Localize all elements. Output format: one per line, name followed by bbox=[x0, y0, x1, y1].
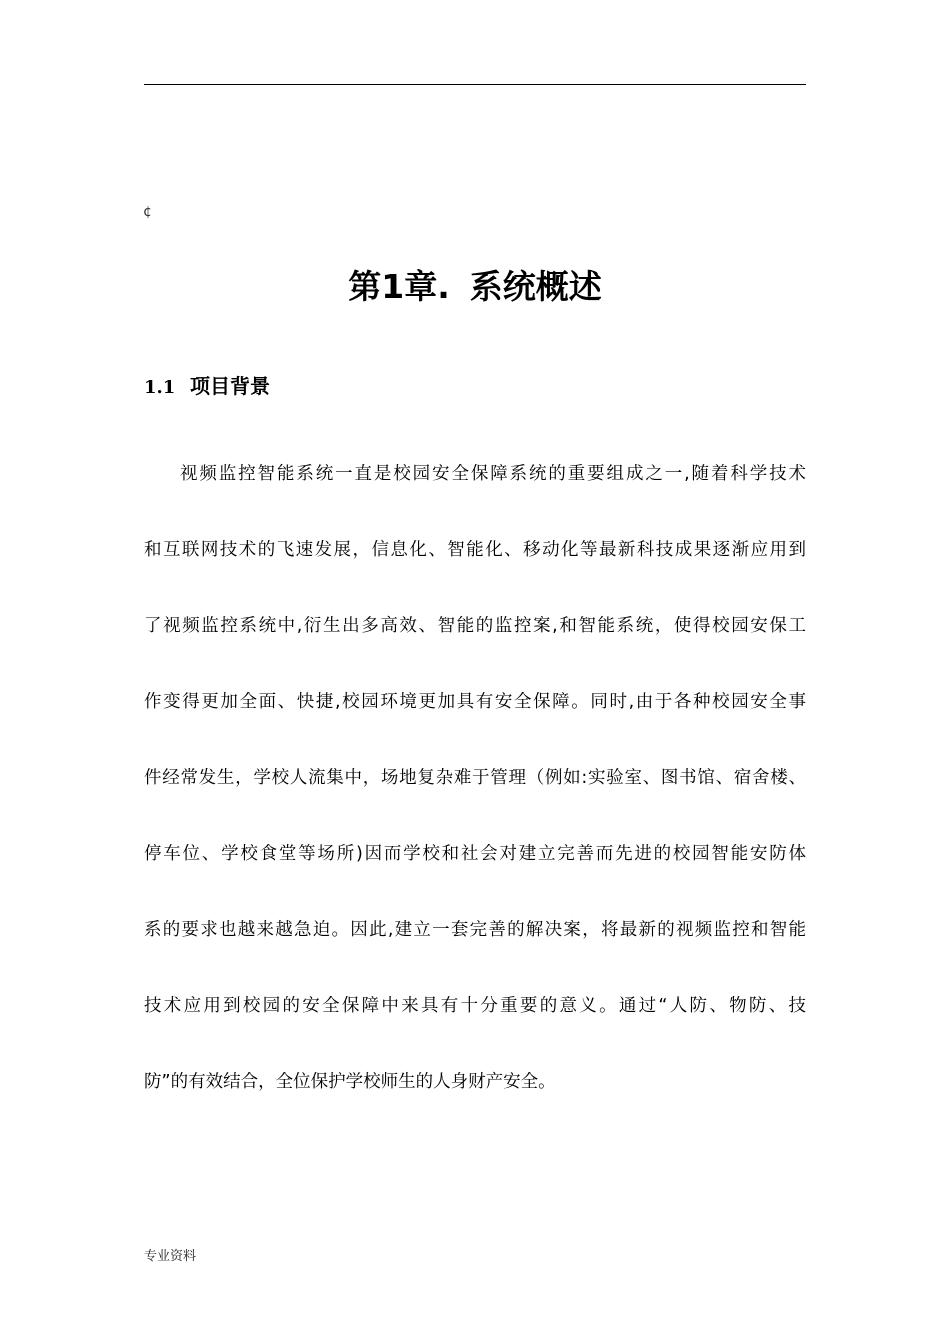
body-line-7: 系的要求也越来越急迫。因此,建立一套完善的解决案，将最新的视频监控和智能 bbox=[144, 920, 806, 940]
body-line-4: 作变得更加全面、快捷,校园环境更加具有安全保障。同时,由于各种校园安全事 bbox=[144, 692, 806, 712]
chapter-title bbox=[144, 262, 806, 312]
paragraph-mark: ¢ bbox=[143, 204, 152, 220]
body-line-6: 停车位、学校食堂等场所)因而学校和社会对建立完善而先进的校园智能安防体 bbox=[144, 844, 806, 864]
body-line-2: 和互联网技术的飞速发展，信息化、智能化、移动化等最新科技成果逐渐应用到 bbox=[144, 540, 806, 560]
header-rule bbox=[144, 84, 806, 85]
section-heading bbox=[144, 370, 270, 402]
body-line-1: 视频监控智能系统一直是校园安全保障系统的重要组成之一,随着科学技术 bbox=[180, 464, 806, 484]
footer-label: 专业资料 bbox=[144, 1249, 197, 1264]
section-number: 1.1 bbox=[144, 377, 176, 398]
body-paragraph bbox=[144, 455, 806, 1139]
body-line-3: 了视频监控系统中,衍生出多高效、智能的监控案,和智能系统，使得校园安保工 bbox=[144, 616, 806, 636]
body-line-8: 技术应用到校园的安全保障中来具有十分重要的意义。通过“人防、物防、技 bbox=[144, 996, 806, 1016]
body-line-5: 件经常发生，学校人流集中，场地复杂难于管理（例如:实验室、图书馆、宿舍楼、 bbox=[144, 768, 806, 788]
body-line-9: 防”的有效结合，全位保护学校师生的人身财产安全。 bbox=[144, 1072, 556, 1092]
section-title: 项目背景 bbox=[190, 374, 270, 398]
chapter-number: 第1章. bbox=[348, 267, 450, 306]
chapter-name: 系统概述 bbox=[469, 267, 602, 306]
